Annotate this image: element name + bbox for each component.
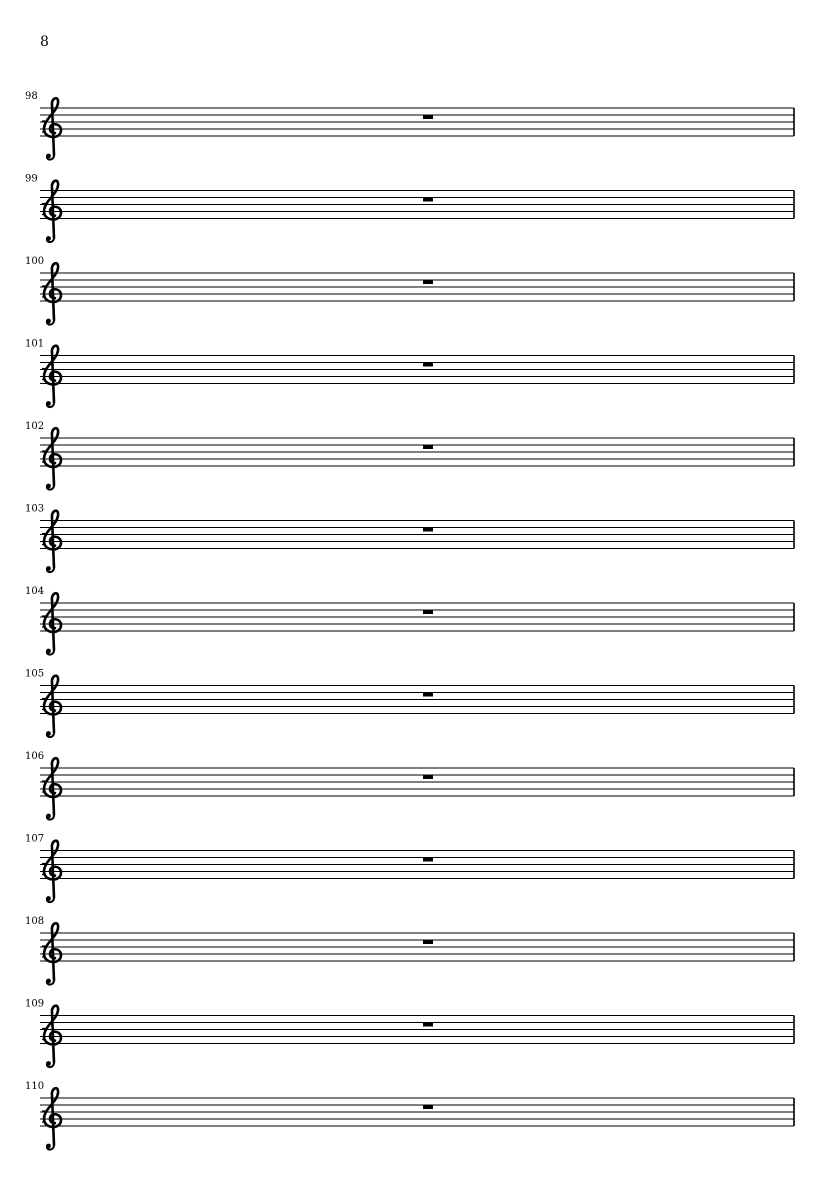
- whole-rest-icon: [423, 693, 433, 697]
- staff-system: [25, 999, 794, 1068]
- measure-number: 104: [25, 586, 45, 597]
- staff-system: [25, 91, 794, 160]
- staff-system: [25, 421, 794, 490]
- staff-system: [25, 586, 794, 655]
- whole-rest-icon: [423, 1023, 433, 1027]
- staff-system: [25, 916, 794, 985]
- staff-system: [25, 751, 794, 820]
- whole-rest-icon: [423, 610, 433, 614]
- measure-number: 98: [25, 91, 38, 102]
- measure-number: 105: [25, 668, 45, 680]
- systems: [25, 91, 794, 1150]
- page-number: 8: [40, 34, 49, 50]
- measure-number: 107: [25, 833, 45, 845]
- staff-system: [25, 174, 794, 243]
- staff-system: [25, 1081, 794, 1150]
- whole-rest-icon: [423, 858, 433, 862]
- measure-number: 103: [25, 503, 45, 515]
- measure-number: 106: [25, 751, 45, 762]
- measure-number: 101: [25, 338, 45, 350]
- whole-rest-icon: [423, 528, 433, 532]
- whole-rest-icon: [423, 1105, 433, 1109]
- whole-rest-icon: [423, 775, 433, 779]
- staff-system: [25, 669, 794, 738]
- whole-rest-icon: [423, 363, 433, 367]
- measure-number: 102: [25, 421, 45, 432]
- whole-rest-icon: [423, 280, 433, 284]
- staff-system: [25, 504, 794, 573]
- staff-system: [25, 834, 794, 903]
- whole-rest-icon: [423, 445, 433, 449]
- staff-system: [25, 339, 794, 408]
- whole-rest-icon: [423, 198, 433, 202]
- measure-number: 108: [25, 916, 45, 927]
- measure-number: 100: [25, 256, 45, 267]
- measure-number: 99: [25, 173, 38, 185]
- measure-number: 109: [25, 998, 45, 1010]
- whole-rest-icon: [423, 940, 433, 944]
- measure-number: 110: [25, 1081, 45, 1092]
- staff-system: [25, 256, 794, 325]
- whole-rest-icon: [423, 115, 433, 119]
